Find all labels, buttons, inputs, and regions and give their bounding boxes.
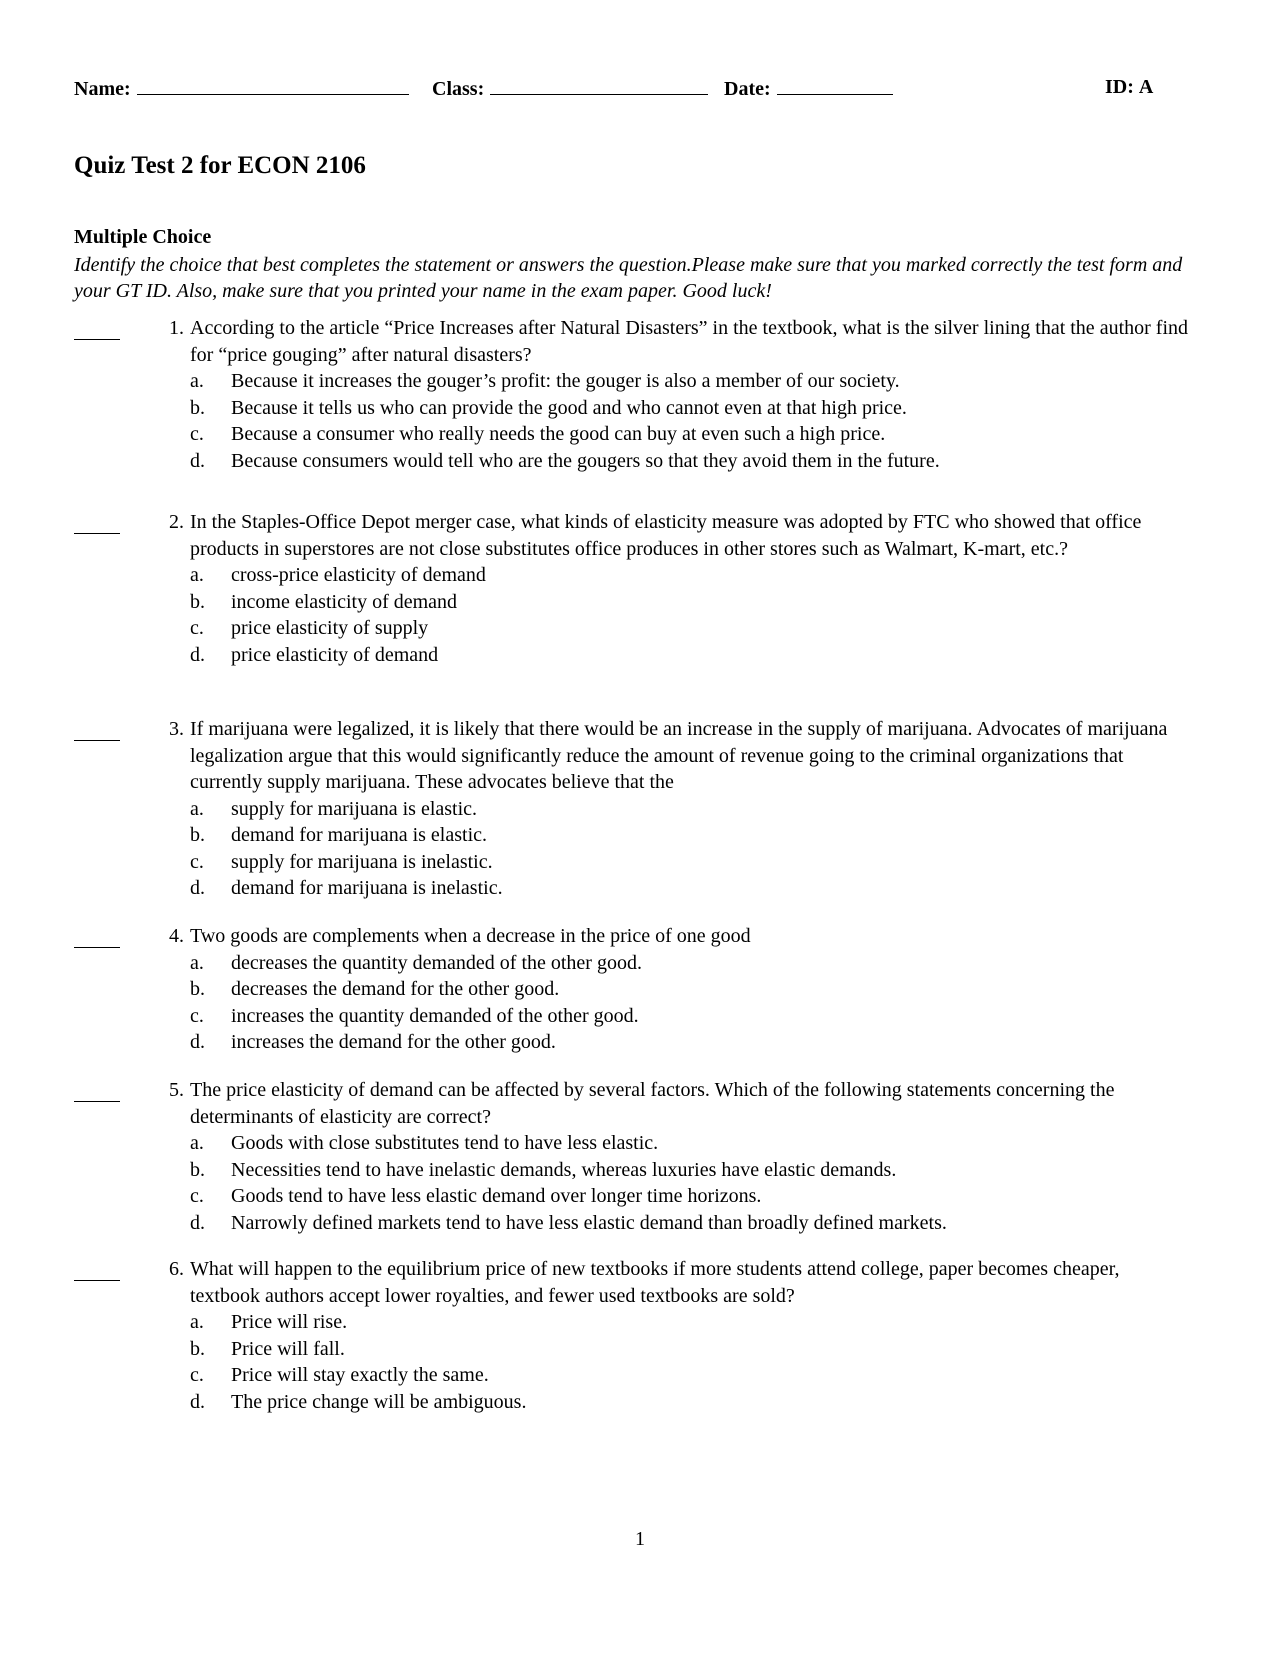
choice-list (74, 1130, 1224, 1236)
name-blank[interactable] (137, 76, 409, 95)
choice-b (190, 589, 1224, 616)
choice-letter: b. (190, 1158, 205, 1181)
choice-text: demand for marijuana is elastic. (231, 824, 488, 846)
choice-d (190, 875, 1224, 902)
choice-text: Necessities tend to have inelastic demands, whereas luxuries have elastic demands. (231, 1158, 897, 1181)
choice-text: price elasticity of supply (231, 617, 429, 639)
choice-d (190, 642, 1224, 669)
choice-a (190, 368, 1224, 395)
choice-text: Because it increases the gouger’s profit: the gouger is also a member of our society. (231, 370, 900, 392)
choice-text: Price will rise. (231, 1311, 348, 1333)
choice-text: decreases the quantity demanded of the other good. (231, 951, 642, 974)
choice-text: decreases the demand for the other good. (231, 978, 560, 1000)
section-instructions: Identify the choice that best completes the statement or answers the question.Please make sure that you marked correctly the test form and your GT ID. Also, make sure that you printed your name in the exam paper. Good luck! (74, 254, 1183, 302)
choice-letter: c. (190, 850, 204, 873)
choice-letter: d. (190, 1390, 205, 1413)
choice-list (74, 950, 1224, 1056)
choice-d (190, 1389, 1224, 1416)
header-fields (74, 76, 1204, 106)
choice-c (190, 421, 1224, 448)
choice-d (190, 1210, 1224, 1237)
page-number: 1 (635, 1528, 645, 1550)
choice-letter: b. (190, 978, 205, 1000)
question-text: In the Staples-Office Depot merger case, what kinds of elasticity measure was adopted by FTC who showed that office products in superstores are not close substitutes office produces in other stores such as Walmart, K-mart, etc.? (190, 511, 1142, 560)
choice-letter: c. (190, 1004, 204, 1027)
choice-letter: a. (190, 797, 204, 820)
choice-c (190, 1183, 1224, 1210)
choice-text: increases the quantity demanded of the other good. (231, 1004, 639, 1027)
answer-blank[interactable] (74, 509, 120, 534)
choice-b (190, 1336, 1224, 1363)
choice-letter: b. (190, 1337, 205, 1360)
choice-a (190, 562, 1224, 589)
question-6 (74, 1256, 1224, 1415)
choice-letter: c. (190, 1364, 204, 1386)
choice-letter: a. (190, 951, 204, 974)
class-field (432, 76, 708, 101)
choice-letter: a. (190, 564, 204, 586)
choice-letter: b. (190, 824, 205, 846)
choice-text: increases the demand for the other good. (231, 1031, 556, 1053)
question-text: If marijuana were legalized, it is likely that there would be an increase in the supply of marijuana. Advocates of marijuana legalization argue that this would significantly reduce the amount of revenue going to the criminal organizations that currently supply marijuana. These advocates believe that the (190, 718, 1168, 793)
question-1 (74, 315, 1224, 474)
choice-letter: a. (190, 370, 204, 392)
class-blank[interactable] (490, 76, 708, 95)
choice-a (190, 796, 1224, 823)
choice-letter: d. (190, 1031, 205, 1053)
id-field (1105, 76, 1153, 99)
question-text: What will happen to the equilibrium price of new textbooks if more students attend college, paper becomes cheaper, textbook authors accept lower royalties, and fewer used textbooks are sold? (190, 1258, 1120, 1307)
question-3 (74, 716, 1224, 902)
choice-letter: b. (190, 396, 205, 419)
choice-letter: d. (190, 643, 205, 666)
choice-text: Goods tend to have less elastic demand over longer time horizons. (231, 1185, 762, 1207)
choice-text: Narrowly defined markets tend to have less elastic demand than broadly defined markets. (231, 1211, 947, 1234)
choice-b (190, 822, 1224, 849)
choice-text: Because it tells us who can provide the good and who cannot even at that high price. (231, 396, 907, 419)
choice-text: Price will stay exactly the same. (231, 1364, 489, 1386)
choice-letter: b. (190, 590, 205, 613)
name-field (74, 76, 409, 101)
choice-list (74, 368, 1224, 474)
choice-letter: a. (190, 1132, 204, 1154)
choice-text: demand for marijuana is inelastic. (231, 877, 503, 899)
choice-text: The price change will be ambiguous. (231, 1390, 527, 1413)
question-text: Two goods are complements when a decrease in the price of one good (190, 925, 751, 947)
choice-letter: c. (190, 423, 204, 445)
choice-b (190, 976, 1224, 1003)
question-number: 1. (169, 317, 184, 339)
choice-letter: c. (190, 617, 204, 639)
choice-a (190, 950, 1224, 977)
choice-text: Because consumers would tell who are the gougers so that they avoid them in the future. (231, 449, 940, 472)
section-heading: Multiple Choice (74, 226, 212, 248)
choice-list (74, 1309, 1224, 1415)
choice-text: supply for marijuana is elastic. (231, 797, 478, 820)
class-label: Class: (432, 78, 485, 100)
choice-text: income elasticity of demand (231, 590, 458, 613)
choice-list (74, 562, 1224, 668)
choice-text: Because a consumer who really needs the good can buy at even such a high price. (231, 423, 886, 445)
choice-b (190, 395, 1224, 422)
id-label: ID: (1105, 76, 1134, 98)
question-5 (74, 1077, 1224, 1236)
question-4 (74, 923, 1224, 1056)
choice-c (190, 1362, 1224, 1389)
answer-blank[interactable] (74, 1256, 120, 1281)
choice-c (190, 849, 1224, 876)
question-text: According to the article “Price Increases after Natural Disasters” in the textbook, what is the silver lining that the author find for “price gouging” after natural disasters? (190, 317, 1188, 366)
choice-text: supply for marijuana is inelastic. (231, 850, 493, 873)
date-label: Date: (724, 78, 771, 100)
choice-letter: d. (190, 877, 205, 899)
answer-blank[interactable] (74, 315, 120, 340)
choice-text: Price will fall. (231, 1337, 345, 1360)
name-label: Name: (74, 78, 131, 100)
question-2 (74, 509, 1224, 668)
choice-a (190, 1130, 1224, 1157)
choice-letter: c. (190, 1185, 204, 1207)
choice-c (190, 615, 1224, 642)
question-number: 2. (169, 511, 184, 533)
choice-letter: a. (190, 1311, 204, 1333)
question-number: 4. (169, 925, 184, 947)
answer-blank[interactable] (74, 1077, 120, 1102)
question-number: 5. (169, 1079, 184, 1101)
page-title: Quiz Test 2 for ECON 2106 (74, 152, 366, 179)
question-number: 6. (169, 1258, 184, 1280)
id-value: A (1138, 76, 1154, 98)
choice-text: price elasticity of demand (231, 643, 439, 666)
choice-text: cross-price elasticity of demand (231, 564, 486, 586)
choice-d (190, 1029, 1224, 1056)
choice-letter: d. (190, 449, 205, 472)
date-field (724, 76, 893, 101)
choice-a (190, 1309, 1224, 1336)
choice-text: Goods with close substitutes tend to have less elastic. (231, 1132, 659, 1154)
question-text: The price elasticity of demand can be affected by several factors. Which of the following statements concerning the determinants of elasticity are correct? (190, 1079, 1115, 1128)
question-number: 3. (169, 718, 184, 740)
date-blank[interactable] (777, 76, 893, 95)
answer-blank[interactable] (74, 716, 120, 741)
choice-list (74, 796, 1224, 902)
choice-b (190, 1157, 1224, 1184)
choice-letter: d. (190, 1211, 205, 1234)
answer-blank[interactable] (74, 923, 120, 948)
choice-d (190, 448, 1224, 475)
choice-c (190, 1003, 1224, 1030)
